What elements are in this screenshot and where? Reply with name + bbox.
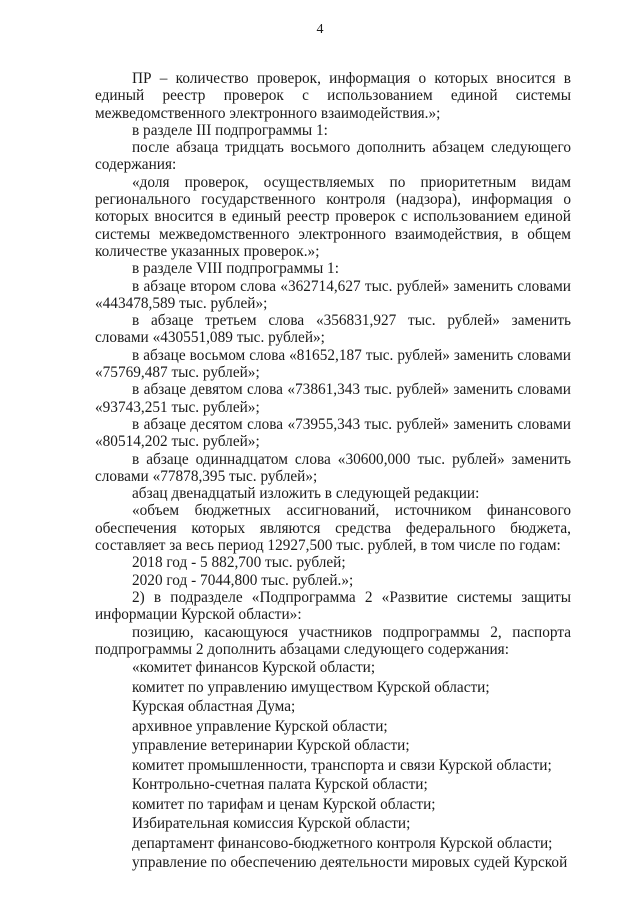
list-item: комитет по управлению имуществом Курской области; [132,678,490,696]
document-body [95,70,571,873]
paragraph: в разделе III подпрограммы 1: [132,121,328,139]
paragraph: в абзаце девятом слова «73861,343 тыс. рублей» заменить словами «93743,251 тыс. рублей»; [95,381,571,416]
list-item: комитет промышленности, транспорта и связи Курской области; [132,756,552,774]
paragraph: в абзаце восьмом слова «81652,187 тыс. рублей» заменить словами «75769,487 тыс. рублей»; [95,346,571,382]
paragraph: 2020 год - 7044,800 тыс. рублей.»; [132,571,354,589]
list-item: управление по обеспечению деятельности мировых судей Курской [132,854,568,872]
participants-list [95,658,571,873]
list-item: архивное управление Курской области; [132,717,388,735]
list-item: Курская областная Дума; [132,698,296,716]
paragraph: «доля проверок, осуществляемых по приоритетным видам регионального государственного контроля (надзора), информация о которых вносится в единый реестр проверок с использованием единой системы межведомственного электронного взаимодействия, в общем количестве указанных проверок.»; [95,173,571,260]
paragraph: 2) в подразделе «Подпрограмма 2 «Развитие системы защиты информации Курской области»: [95,588,571,624]
paragraph: в разделе VIII подпрограммы 1: [132,260,339,278]
paragraph: после абзаца тридцать восьмого дополнить абзацем следующего содержания: [95,139,571,174]
paragraph: позицию, касающуюся участников подпрограммы 2, паспорта подпрограммы 2 дополнить абзацами следующего содержания: [95,623,571,658]
paragraph: в абзаце десятом слова «73955,343 тыс. рублей» заменить словами «80514,202 тыс. рублей»; [95,415,571,451]
list-item: Контрольно-счетная палата Курской области; [132,776,428,794]
list-item: управление ветеринарии Курской области; [132,737,410,755]
paragraph: в абзаце одиннадцатом слова «30600,000 тыс. рублей» заменить словами «77878,395 тыс. рублей»; [95,450,571,485]
list-item: департамент финансово-бюджетного контроля Курской области; [132,834,553,852]
list-item: Избирательная комиссия Курской области; [132,815,411,833]
list-item: комитет по тарифам и ценам Курской области; [132,795,436,813]
paragraph: 2018 год - 5 882,700 тыс. рублей; [132,554,346,572]
paragraph: ПР – количество проверок, информация о которых вносится в единый реестр проверок с использованием единой системы межведомственного электронного взаимодействия.»; [95,70,571,122]
paragraph: абзац двенадцатый изложить в следующей редакции: [132,485,480,503]
paragraph: в абзаце третьем слова «356831,927 тыс. рублей» заменить словами «430551,089 тыс. рублей»; [95,312,571,347]
paragraph: в абзаце втором слова «362714,627 тыс. рублей» заменить словами «443478,589 тыс. рублей»; [95,277,571,312]
list-item: «комитет финансов Курской области; [132,659,376,677]
page-number: 4 [316,22,324,37]
paragraph: «объем бюджетных ассигнований, источником финансового обеспечения которых являются средства федерального бюджета, составляет за весь период 12927,500 тыс. рублей, в том числе по годам: [95,502,571,555]
